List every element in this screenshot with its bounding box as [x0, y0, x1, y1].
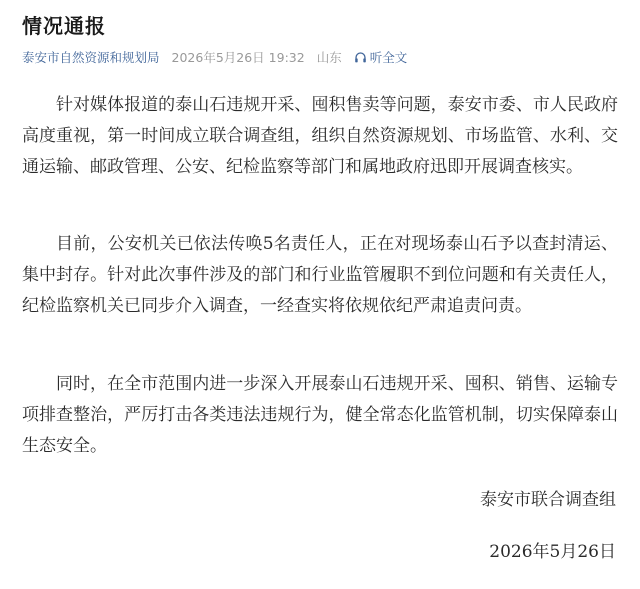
paragraph-3: 同时，在全市范围内进一步深入开展泰山石违规开采、囤积、销售、运输专项排查整治，严厉打击各类违法违规行为，健全常态化监管机制，切实保障泰山生态安全。 [22, 374, 618, 456]
paragraph-1: 针对媒体报道的泰山石违规开采、囤积售卖等问题，泰安市委、市人民政府高度重视，第一时间成立联合调查组，组织自然资源规划、市场监管、水利、交通运输、邮政管理、公安、纪检监察等部门和属地政府迅即开展调查核实。 [22, 95, 618, 177]
headphones-icon [354, 51, 367, 64]
publish-datetime: 2026年5月26日 19:32 [171, 50, 305, 65]
paragraph-2: 目前，公安机关已依法传唤5名责任人，正在对现场泰山石予以查封清运、集中封存。针对此次事件涉及的部门和行业监管履职不到位问题和有关责任人，纪检监察机关已同步介入调查，一经查实将依规依纪严肃追责问责。 [22, 234, 618, 316]
article-meta [22, 48, 407, 66]
article-title: 情况通报 [22, 14, 106, 38]
signature-date: 2026年5月26日 [489, 542, 616, 562]
listen-button[interactable] [354, 48, 408, 66]
signature-organization: 泰安市联合调查组 [480, 490, 616, 510]
listen-label: 听全文 [369, 50, 408, 65]
source-link[interactable]: 泰安市自然资源和规划局 [22, 50, 160, 65]
region-label: 山东 [316, 50, 342, 65]
